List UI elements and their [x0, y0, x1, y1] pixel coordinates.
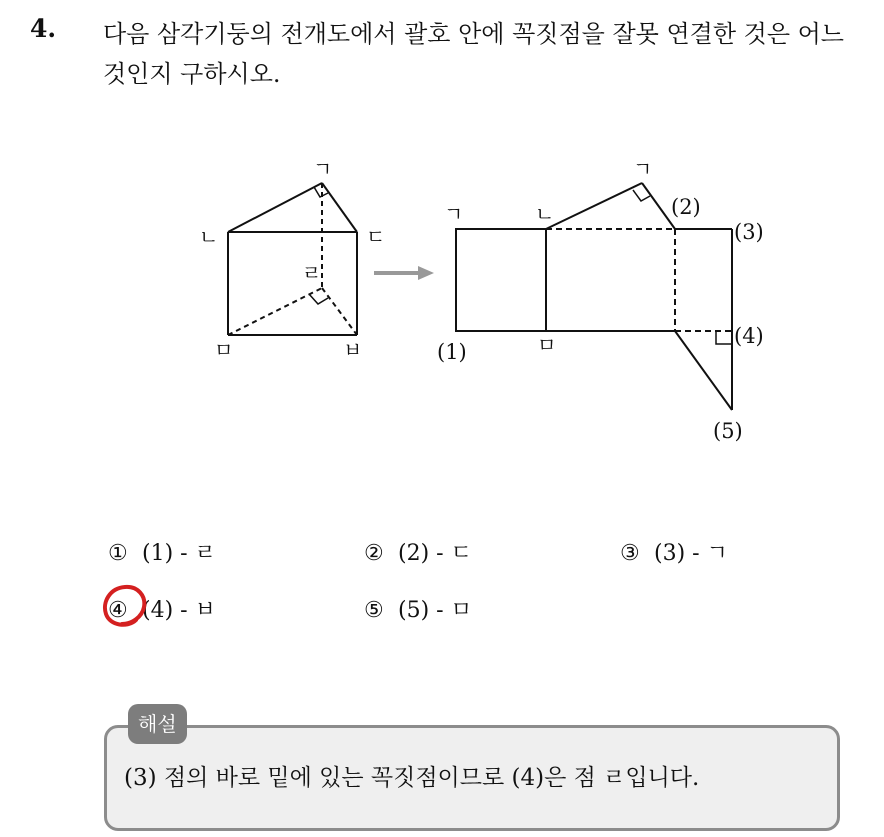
explanation-text: (3) 점의 바로 밑에 있는 꼭짓점이므로 (4)은 점 ㄹ입니다. [124, 765, 700, 791]
net-label-top-mid: ㄴ [535, 202, 555, 226]
net-label-p1: (1) [437, 340, 467, 364]
choice-5-number: ⑤ [364, 598, 384, 623]
choice-2-label: (2) - ㄷ [398, 541, 472, 566]
prism-label-bottom-left: ㅁ [214, 338, 234, 362]
choice-3-label: (3) - ㄱ [654, 541, 728, 566]
net-label-p4: (4) [734, 324, 764, 348]
explanation-tag: 해설 [128, 704, 187, 744]
choice-1-label: (1) - ㄹ [142, 541, 216, 566]
net-label-top-left: ㄱ [444, 202, 464, 226]
choice-3-number: ③ [620, 541, 640, 566]
prism-label-left-top: ㄴ [199, 225, 219, 249]
arrow-icon [374, 266, 434, 280]
question-text: 다음 삼각기둥의 전개도에서 괄호 안에 꼭짓점을 잘못 연결한 것은 어느 것인지 구하시오. [103, 20, 844, 88]
choice-5[interactable] [364, 593, 472, 624]
choice-3[interactable] [620, 536, 728, 567]
choice-4-label: (4) - ㅂ [142, 598, 216, 623]
net-label-p3: (3) [734, 220, 764, 244]
question-number: 4. [30, 14, 57, 43]
prism-label-top: ㄱ [313, 157, 333, 181]
choice-5-label: (5) - ㅁ [398, 598, 472, 623]
prism-label-right-top: ㄷ [366, 225, 386, 249]
choice-4-number: ④ [108, 598, 128, 623]
net-label-apex: ㄱ [633, 157, 653, 181]
choice-1[interactable] [108, 536, 216, 567]
net-label-p2: (2) [671, 195, 701, 219]
choice-2-number: ② [364, 541, 384, 566]
prism-label-bottom-right: ㅂ [343, 338, 363, 362]
choice-1-number: ① [108, 541, 128, 566]
triangular-prism [228, 183, 357, 335]
net-label-bottom-mid: ㅁ [537, 333, 557, 357]
prism-label-middle: ㄹ [302, 261, 322, 285]
answer-circle-mark-icon [100, 580, 150, 630]
net-label-p5: (5) [713, 419, 743, 443]
choice-2[interactable] [364, 536, 472, 567]
